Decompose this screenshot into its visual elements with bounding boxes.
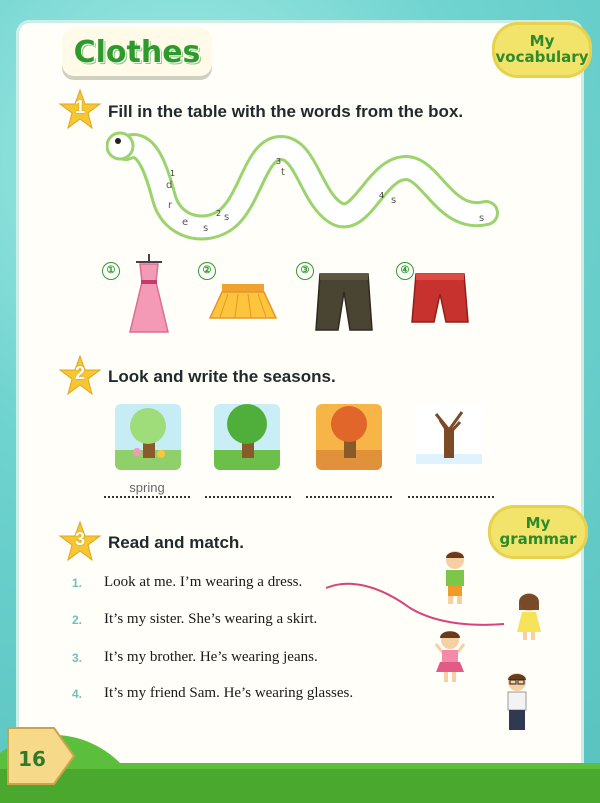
girl-yellow-dress-icon — [514, 592, 544, 642]
summer-tree-image — [214, 404, 280, 470]
snake-clue-1: 1 — [170, 169, 176, 178]
snake-letter-e: e — [182, 217, 189, 228]
section-2-number: 2 — [74, 363, 85, 383]
page-number: 16 — [18, 747, 46, 771]
section-3-star-icon — [58, 520, 102, 564]
grass-decoration — [0, 723, 600, 803]
vocabulary-tag — [492, 22, 592, 78]
sentence-1: Look at me. I’m wearing a dress. — [104, 574, 303, 590]
winter-tree-image — [416, 404, 482, 470]
season-answer-1[interactable]: spring — [104, 480, 190, 498]
snake-letter-t: t — [281, 167, 285, 178]
shorts-icon — [410, 272, 470, 326]
snake-clue-3: 3 — [276, 157, 282, 166]
snake-letter-s2: s — [224, 212, 230, 223]
sentence-4: It’s my friend Sam. He’s wearing glasses. — [104, 685, 354, 701]
skirt-icon — [208, 282, 278, 322]
jeans-icon — [314, 272, 374, 334]
section-3-instruction: Read and match. — [108, 533, 245, 552]
vocabulary-tag-label: My vocabulary — [495, 32, 589, 66]
snake-letter-r: r — [168, 200, 173, 211]
sentence-number-4: 4. — [72, 687, 83, 701]
section-1-star-icon — [58, 88, 102, 132]
sentence-number-1: 1. — [72, 576, 83, 590]
section-1-number: 1 — [74, 97, 85, 117]
sentence-3: It’s my brother. He’s wearing jeans. — [104, 649, 318, 665]
sentence-number-2: 2. — [72, 613, 83, 627]
snake-clue-2: 2 — [216, 209, 222, 218]
section-2-star-icon — [58, 354, 102, 398]
page-number-badge — [6, 722, 76, 790]
grammar-tag — [488, 505, 588, 559]
snake-letter-s4: s — [479, 213, 485, 224]
autumn-tree-image — [316, 404, 382, 470]
season-answer-2[interactable] — [205, 480, 291, 498]
season-answer-3[interactable] — [306, 480, 392, 498]
sentence-number-3: 3. — [72, 651, 83, 665]
clothes-number-4: ④ — [396, 262, 414, 280]
snake-letter-s3: s — [391, 195, 397, 206]
spring-tree-image — [115, 404, 181, 470]
sentence-2: It’s my sister. She’s wearing a skirt. — [104, 611, 318, 627]
snake-puzzle — [106, 128, 506, 248]
clothes-number-3: ③ — [296, 262, 314, 280]
girl-pink-skirt-icon — [432, 630, 468, 684]
boy-green-shirt-icon — [440, 550, 470, 606]
snake-letter-d: d — [166, 180, 173, 191]
clothes-number-1: ① — [102, 262, 120, 280]
snake-letter-s1: s — [203, 223, 209, 234]
page-title — [62, 28, 212, 76]
clothes-number-2: ② — [198, 262, 216, 280]
grammar-tag-label: My grammar — [499, 514, 577, 548]
match-line — [320, 578, 510, 628]
section-1-instruction: Fill in the table with the words from the box. — [108, 102, 464, 121]
season-answer-4[interactable] — [408, 480, 494, 498]
snake-clue-4: 4 — [379, 191, 385, 200]
page-title-text: Clothes — [73, 34, 201, 70]
section-2-instruction: Look and write the seasons. — [108, 367, 336, 386]
section-3-number: 3 — [74, 529, 85, 549]
dress-icon — [124, 252, 174, 336]
